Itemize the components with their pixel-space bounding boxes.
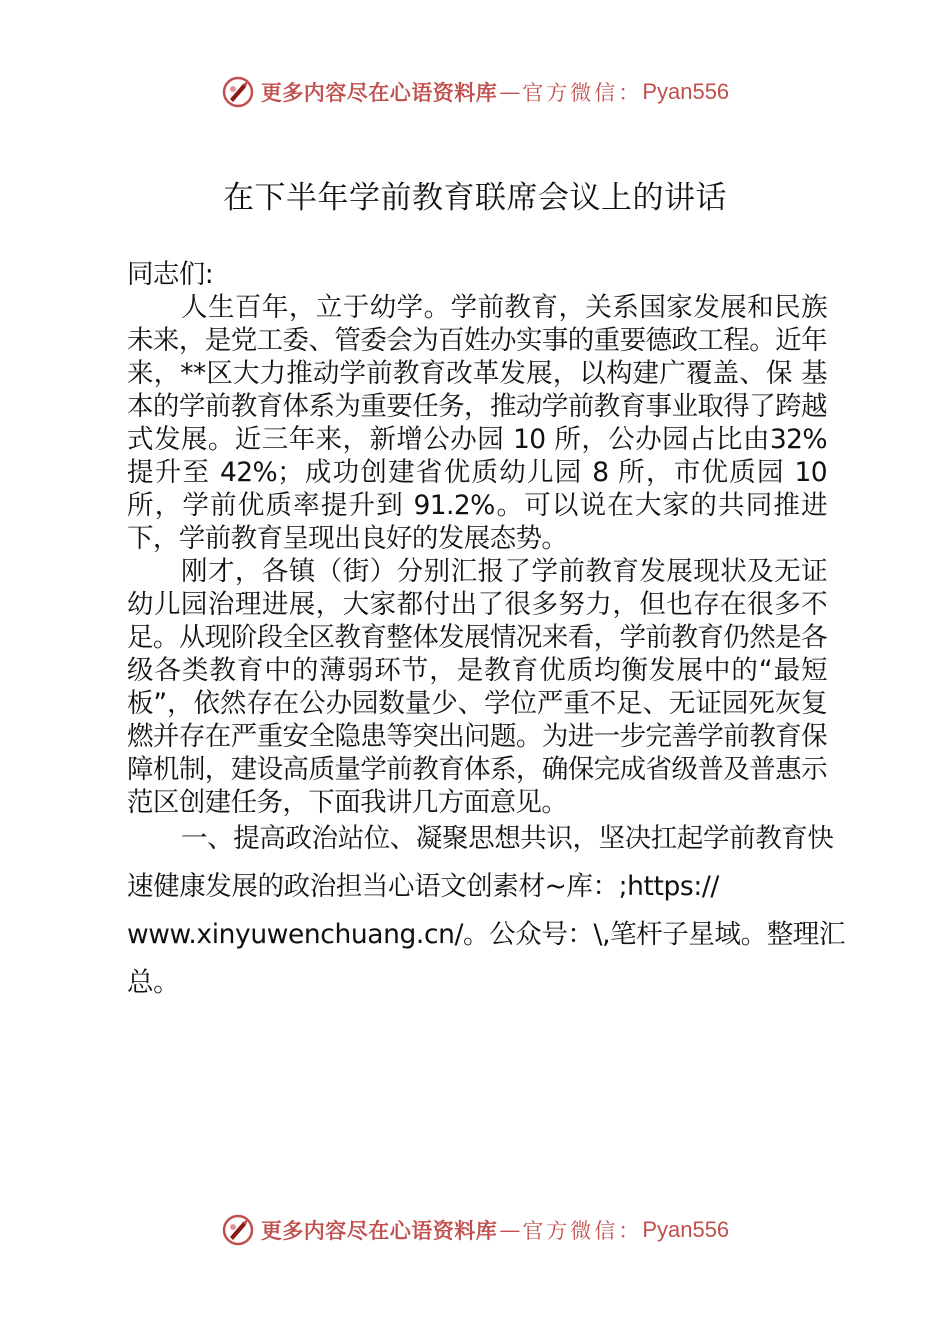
banner-wechat-id: Pyan556 bbox=[642, 79, 730, 104]
banner-wechat-label: 官方微信： bbox=[522, 81, 643, 105]
document-title: 在下半年学前教育联席会议上的讲话 bbox=[223, 180, 727, 216]
banner-separator: — bbox=[499, 80, 521, 104]
banner-brand-text: 更多内容尽在心语资料库 bbox=[260, 1218, 498, 1243]
body-paragraph: 刚才，各镇（街）分别汇报了学前教育发展现状及无证幼儿园治理进展，大家都付出了很多努力，但也存在很多不足。从现阶段全区教育整体发展情况来看，学前教育仍然是各级各类教育中的薄弱环节，是教育优质均衡发展中的“最短板”，依然存在公办园数量少、学位严重不足、无证园死灰复燃并存在严重安全隐患等突出问题。为进一步完善学前教育保障机制，建设高质量学前教育体系，确保完成省级普及普惠示范区创建任务，下面我讲几方面意见。 bbox=[127, 556, 827, 818]
footer-watermark-banner bbox=[0, 1210, 950, 1250]
banner-wechat-label: 官方微信： bbox=[522, 1219, 643, 1243]
header-watermark-banner bbox=[0, 72, 950, 112]
document-body bbox=[127, 258, 827, 819]
section-heading-text: 一、提高政治站位、凝聚思想共识，坚决扛起学前教育快速健康发展的政治担当心语文创素材~库：;https:// www.xinyuwenchuang.cn/。公众号：\,笔杆子星域。整理汇总。 bbox=[127, 823, 845, 998]
brand-logo-icon bbox=[221, 75, 255, 109]
banner-wechat-id: Pyan556 bbox=[642, 1217, 730, 1242]
salutation: 同志们: bbox=[127, 259, 214, 290]
banner-brand-text: 更多内容尽在心语资料库 bbox=[260, 80, 498, 105]
banner-separator: — bbox=[499, 1218, 521, 1242]
body-paragraph: 人生百年，立于幼学。学前教育，关系国家发展和民族未来，是党工委、管委会为百姓办实事的重要德政工程。近年来，**区大力推动学前教育改革发展，以构建广覆盖、保 基本的学前教育体系为重要任务，推动学前教育事业取得了跨越式发展。近三年来，新增公办园 10 所，公办园占比由32%提升至 42%；成功创建省优质幼儿园 8 所，市优质园 10 所，学前优质率提升到 91.2%。可以说在大家的共同推进下，学前教育呈现出良好的发展态势。 bbox=[127, 292, 827, 554]
brand-logo-icon bbox=[221, 1213, 255, 1247]
section-heading bbox=[127, 815, 857, 1007]
